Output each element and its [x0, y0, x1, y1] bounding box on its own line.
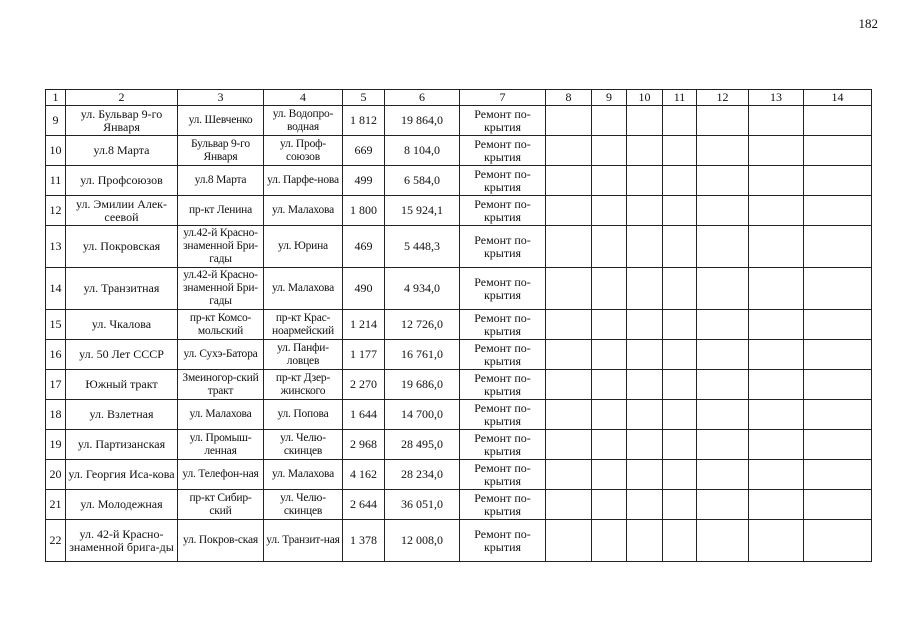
table-row: [46, 460, 872, 490]
street-name: ул. 50 Лет СССР: [66, 340, 178, 370]
table-row: [46, 196, 872, 226]
row-number: 9: [46, 106, 66, 136]
length-value: 4 162: [343, 460, 385, 490]
table-row: [46, 136, 872, 166]
work-type: Ремонт по-крытия: [460, 310, 546, 340]
column-header: 1: [46, 90, 66, 106]
column-header: 12: [697, 90, 749, 106]
empty-cell: [663, 310, 697, 340]
empty-cell: [663, 370, 697, 400]
segment-to: ул. Малахова: [264, 268, 343, 310]
work-type: Ремонт по-крытия: [460, 340, 546, 370]
empty-cell: [697, 460, 749, 490]
area-value: 15 924,1: [385, 196, 460, 226]
area-value: 6 584,0: [385, 166, 460, 196]
empty-cell: [546, 460, 592, 490]
length-value: 1 800: [343, 196, 385, 226]
segment-to: пр-кт Дзер-жинского: [264, 370, 343, 400]
empty-cell: [546, 196, 592, 226]
empty-cell: [546, 340, 592, 370]
work-type: Ремонт по-крытия: [460, 370, 546, 400]
column-header: 2: [66, 90, 178, 106]
work-type: Ремонт по-крытия: [460, 460, 546, 490]
area-value: 36 051,0: [385, 490, 460, 520]
empty-cell: [697, 490, 749, 520]
work-type: Ремонт по-крытия: [460, 430, 546, 460]
row-number: 15: [46, 310, 66, 340]
empty-cell: [804, 310, 872, 340]
empty-cell: [627, 370, 663, 400]
empty-cell: [627, 268, 663, 310]
length-value: 490: [343, 268, 385, 310]
area-value: 19 864,0: [385, 106, 460, 136]
segment-from: ул. Промыш-ленная: [178, 430, 264, 460]
segment-to: ул. Малахова: [264, 460, 343, 490]
segment-from: пр-кт Комсо-мольский: [178, 310, 264, 340]
empty-cell: [663, 268, 697, 310]
empty-cell: [592, 520, 627, 562]
work-type: Ремонт по-крытия: [460, 226, 546, 268]
segment-to: ул. Водопро-водная: [264, 106, 343, 136]
row-number: 10: [46, 136, 66, 166]
row-number: 20: [46, 460, 66, 490]
column-header: 14: [804, 90, 872, 106]
area-value: 16 761,0: [385, 340, 460, 370]
street-name: ул. Покровская: [66, 226, 178, 268]
empty-cell: [804, 268, 872, 310]
length-value: 499: [343, 166, 385, 196]
area-value: 19 686,0: [385, 370, 460, 400]
segment-to: ул. Проф-союзов: [264, 136, 343, 166]
empty-cell: [697, 310, 749, 340]
empty-cell: [697, 136, 749, 166]
area-value: 12 008,0: [385, 520, 460, 562]
area-value: 14 700,0: [385, 400, 460, 430]
table-row: [46, 340, 872, 370]
work-type: Ремонт по-крытия: [460, 136, 546, 166]
empty-cell: [592, 106, 627, 136]
area-value: 5 448,3: [385, 226, 460, 268]
column-header: 13: [749, 90, 804, 106]
empty-cell: [592, 268, 627, 310]
empty-cell: [627, 430, 663, 460]
street-name: ул. Георгия Иса-кова: [66, 460, 178, 490]
empty-cell: [804, 226, 872, 268]
empty-cell: [627, 310, 663, 340]
length-value: 1 644: [343, 400, 385, 430]
empty-cell: [804, 340, 872, 370]
work-type: Ремонт по-крытия: [460, 520, 546, 562]
segment-from: ул.42-й Красно-знаменной Бри-гады: [178, 226, 264, 268]
empty-cell: [663, 490, 697, 520]
street-name: ул. Партизанская: [66, 430, 178, 460]
area-value: 8 104,0: [385, 136, 460, 166]
segment-from: пр-кт Сибир-ский: [178, 490, 264, 520]
street-name: ул. Профсоюзов: [66, 166, 178, 196]
empty-cell: [627, 340, 663, 370]
length-value: 1 214: [343, 310, 385, 340]
street-name: ул. Бульвар 9-го Января: [66, 106, 178, 136]
empty-cell: [546, 226, 592, 268]
empty-cell: [592, 400, 627, 430]
street-name: ул.8 Марта: [66, 136, 178, 166]
column-header: 7: [460, 90, 546, 106]
column-header: 9: [592, 90, 627, 106]
column-header: 8: [546, 90, 592, 106]
empty-cell: [546, 370, 592, 400]
street-name: ул. Транзитная: [66, 268, 178, 310]
empty-cell: [546, 520, 592, 562]
roads-table: [45, 89, 872, 562]
segment-to: ул. Транзит-ная: [264, 520, 343, 562]
empty-cell: [663, 400, 697, 430]
empty-cell: [592, 136, 627, 166]
empty-cell: [749, 268, 804, 310]
segment-to: ул. Панфи-ловцев: [264, 340, 343, 370]
empty-cell: [749, 166, 804, 196]
segment-from: Змеиногор-ский тракт: [178, 370, 264, 400]
segment-from: ул. Сухэ-Батора: [178, 340, 264, 370]
empty-cell: [663, 166, 697, 196]
column-header: 11: [663, 90, 697, 106]
empty-cell: [627, 490, 663, 520]
empty-cell: [663, 196, 697, 226]
column-header: 10: [627, 90, 663, 106]
segment-from: ул. Покров-ская: [178, 520, 264, 562]
segment-from: ул. Малахова: [178, 400, 264, 430]
row-number: 18: [46, 400, 66, 430]
table-row: [46, 166, 872, 196]
empty-cell: [592, 490, 627, 520]
empty-cell: [749, 400, 804, 430]
empty-cell: [546, 136, 592, 166]
empty-cell: [663, 136, 697, 166]
empty-cell: [546, 166, 592, 196]
empty-cell: [697, 166, 749, 196]
empty-cell: [663, 430, 697, 460]
column-header: 4: [264, 90, 343, 106]
empty-cell: [749, 106, 804, 136]
empty-cell: [749, 520, 804, 562]
empty-cell: [749, 196, 804, 226]
work-type: Ремонт по-крытия: [460, 106, 546, 136]
empty-cell: [804, 490, 872, 520]
empty-cell: [749, 136, 804, 166]
street-name: ул. Эмилии Алек-сеевой: [66, 196, 178, 226]
length-value: 2 968: [343, 430, 385, 460]
table-row: [46, 400, 872, 430]
empty-cell: [749, 490, 804, 520]
segment-to: ул. Попова: [264, 400, 343, 430]
segment-to: пр-кт Крас-ноармейский: [264, 310, 343, 340]
empty-cell: [697, 400, 749, 430]
table-row: [46, 490, 872, 520]
empty-cell: [804, 430, 872, 460]
empty-cell: [697, 106, 749, 136]
table-row: [46, 226, 872, 268]
row-number: 14: [46, 268, 66, 310]
empty-cell: [804, 370, 872, 400]
segment-to: ул. Юрина: [264, 226, 343, 268]
empty-cell: [546, 268, 592, 310]
row-number: 17: [46, 370, 66, 400]
empty-cell: [546, 490, 592, 520]
street-name: ул. Чкалова: [66, 310, 178, 340]
empty-cell: [804, 196, 872, 226]
empty-cell: [592, 370, 627, 400]
segment-to: ул. Челю-скинцев: [264, 430, 343, 460]
empty-cell: [749, 226, 804, 268]
empty-cell: [804, 136, 872, 166]
table-row: [46, 520, 872, 562]
empty-cell: [627, 136, 663, 166]
segment-from: ул.42-й Красно-знаменной Бри-гады: [178, 268, 264, 310]
segment-from: ул. Телефон-ная: [178, 460, 264, 490]
empty-cell: [627, 460, 663, 490]
empty-cell: [663, 460, 697, 490]
empty-cell: [804, 106, 872, 136]
row-number: 19: [46, 430, 66, 460]
empty-cell: [697, 196, 749, 226]
segment-from: ул. Шевченко: [178, 106, 264, 136]
table-row: [46, 430, 872, 460]
segment-to: ул. Челю-скинцев: [264, 490, 343, 520]
empty-cell: [546, 400, 592, 430]
segment-to: ул. Малахова: [264, 196, 343, 226]
length-value: 1 378: [343, 520, 385, 562]
length-value: 2 644: [343, 490, 385, 520]
empty-cell: [546, 310, 592, 340]
segment-to: ул. Парфе-нова: [264, 166, 343, 196]
empty-cell: [592, 430, 627, 460]
table-row: [46, 106, 872, 136]
empty-cell: [627, 520, 663, 562]
street-name: ул. Взлетная: [66, 400, 178, 430]
empty-cell: [749, 460, 804, 490]
empty-cell: [546, 106, 592, 136]
empty-cell: [663, 226, 697, 268]
row-number: 21: [46, 490, 66, 520]
row-number: 16: [46, 340, 66, 370]
empty-cell: [697, 430, 749, 460]
empty-cell: [697, 226, 749, 268]
empty-cell: [592, 196, 627, 226]
empty-cell: [627, 196, 663, 226]
segment-from: Бульвар 9-го Января: [178, 136, 264, 166]
empty-cell: [627, 400, 663, 430]
empty-cell: [804, 400, 872, 430]
empty-cell: [697, 340, 749, 370]
length-value: 1 177: [343, 340, 385, 370]
street-name: ул. Молодежная: [66, 490, 178, 520]
empty-cell: [592, 340, 627, 370]
work-type: Ремонт по-крытия: [460, 268, 546, 310]
street-name: Южный тракт: [66, 370, 178, 400]
column-header: 5: [343, 90, 385, 106]
empty-cell: [697, 370, 749, 400]
empty-cell: [546, 430, 592, 460]
area-value: 12 726,0: [385, 310, 460, 340]
empty-cell: [592, 310, 627, 340]
work-type: Ремонт по-крытия: [460, 196, 546, 226]
column-header: 3: [178, 90, 264, 106]
empty-cell: [749, 370, 804, 400]
empty-cell: [663, 520, 697, 562]
column-header: 6: [385, 90, 460, 106]
length-value: 669: [343, 136, 385, 166]
work-type: Ремонт по-крытия: [460, 400, 546, 430]
empty-cell: [749, 430, 804, 460]
segment-from: ул.8 Марта: [178, 166, 264, 196]
row-number: 12: [46, 196, 66, 226]
empty-cell: [592, 460, 627, 490]
empty-cell: [663, 340, 697, 370]
row-number: 13: [46, 226, 66, 268]
empty-cell: [663, 106, 697, 136]
empty-cell: [627, 166, 663, 196]
empty-cell: [804, 166, 872, 196]
empty-cell: [697, 268, 749, 310]
segment-from: пр-кт Ленина: [178, 196, 264, 226]
empty-cell: [627, 106, 663, 136]
empty-cell: [749, 310, 804, 340]
page-number: 182: [858, 16, 878, 31]
length-value: 469: [343, 226, 385, 268]
empty-cell: [627, 226, 663, 268]
empty-cell: [592, 166, 627, 196]
table-header-row: [46, 90, 872, 106]
area-value: 4 934,0: [385, 268, 460, 310]
row-number: 22: [46, 520, 66, 562]
area-value: 28 495,0: [385, 430, 460, 460]
area-value: 28 234,0: [385, 460, 460, 490]
empty-cell: [804, 460, 872, 490]
empty-cell: [592, 226, 627, 268]
length-value: 1 812: [343, 106, 385, 136]
empty-cell: [749, 340, 804, 370]
table-row: [46, 268, 872, 310]
row-number: 11: [46, 166, 66, 196]
empty-cell: [697, 520, 749, 562]
work-type: Ремонт по-крытия: [460, 490, 546, 520]
length-value: 2 270: [343, 370, 385, 400]
street-name: ул. 42-й Красно-знаменной брига-ды: [66, 520, 178, 562]
work-type: Ремонт по-крытия: [460, 166, 546, 196]
empty-cell: [804, 520, 872, 562]
table-row: [46, 310, 872, 340]
table-row: [46, 370, 872, 400]
